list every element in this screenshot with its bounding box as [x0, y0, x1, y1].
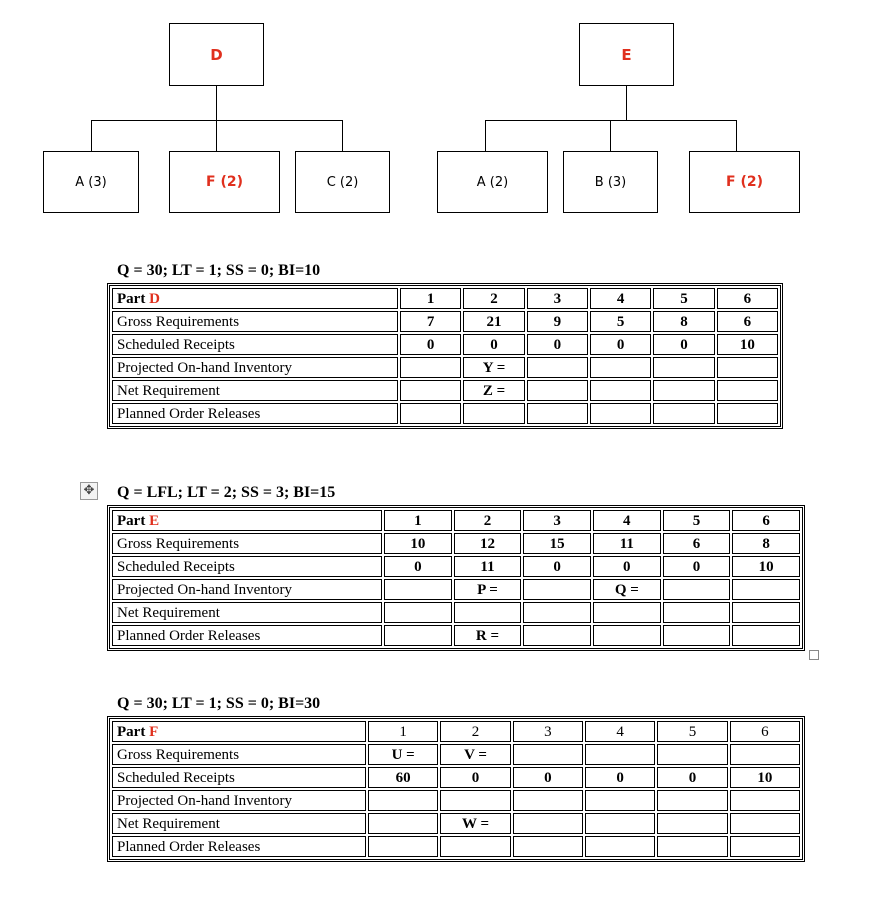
row-label: Scheduled Receipts — [112, 334, 398, 355]
table-d — [107, 283, 783, 429]
table-cell[interactable] — [590, 380, 651, 401]
table-cell[interactable] — [384, 579, 452, 600]
tree-d-child-f: F (2) — [169, 151, 280, 213]
tree-d-bar — [91, 120, 343, 121]
period-header: 5 — [657, 721, 727, 742]
table-cell[interactable] — [585, 836, 655, 857]
row-label: Gross Requirements — [112, 744, 366, 765]
table-cell[interactable] — [663, 579, 731, 600]
tree-e-drop-2 — [610, 120, 611, 151]
table-cell[interactable] — [513, 813, 583, 834]
table-cell[interactable]: 0 — [653, 334, 714, 355]
tree-d-drop-3 — [342, 120, 343, 151]
row-label: Net Requirement — [112, 813, 366, 834]
part-label: Part D — [112, 288, 398, 309]
tree-d-root: D — [169, 23, 264, 86]
table-cell[interactable] — [653, 357, 714, 378]
table-cell[interactable]: Q = — [593, 579, 661, 600]
table-cell[interactable]: 0 — [513, 767, 583, 788]
table-row — [112, 288, 778, 309]
tree-e-child-f: F (2) — [689, 151, 800, 213]
table-cell[interactable] — [368, 813, 438, 834]
table-cell[interactable]: 10 — [717, 334, 778, 355]
table-cell[interactable] — [657, 813, 727, 834]
table-cell[interactable] — [384, 602, 452, 623]
tree-e-child-b: B (3) — [563, 151, 658, 213]
table-cell[interactable] — [653, 380, 714, 401]
table-cell[interactable] — [653, 403, 714, 424]
row-label: Net Requirement — [112, 380, 398, 401]
table-f-caption: Q = 30; LT = 1; SS = 0; BI=30 — [117, 695, 321, 712]
row-label: Planned Order Releases — [112, 836, 366, 857]
tree-d-child-c: C (2) — [295, 151, 390, 213]
table-row — [112, 334, 778, 355]
table-cell[interactable] — [585, 744, 655, 765]
table-row — [112, 510, 800, 531]
table-cell[interactable]: 15 — [523, 533, 591, 554]
table-cell[interactable] — [590, 403, 651, 424]
move-icon[interactable]: ✥ — [80, 482, 98, 500]
table-cell[interactable]: 0 — [463, 334, 524, 355]
table-cell[interactable] — [730, 813, 800, 834]
tree-e-stem — [626, 86, 627, 120]
period-header: 6 — [717, 288, 778, 309]
table-cell[interactable] — [730, 790, 800, 811]
table-cell[interactable]: 0 — [663, 556, 731, 577]
row-label: Projected On-hand Inventory — [112, 357, 398, 378]
table-cell[interactable] — [454, 602, 522, 623]
table-cell[interactable] — [368, 836, 438, 857]
table-cell[interactable]: 10 — [730, 767, 800, 788]
period-header: 4 — [593, 510, 661, 531]
table-f — [107, 716, 805, 862]
tree-d-stem — [216, 86, 217, 120]
table-cell[interactable] — [523, 625, 591, 646]
table-row — [112, 403, 778, 424]
table-cell[interactable] — [440, 790, 510, 811]
tree-d-drop-2 — [216, 120, 217, 151]
table-cell[interactable]: 7 — [400, 311, 461, 332]
table-cell[interactable]: W = — [440, 813, 510, 834]
table-d-caption: Q = 30; LT = 1; SS = 0; BI=10 — [117, 262, 321, 279]
table-cell[interactable]: U = — [368, 744, 438, 765]
period-header: 2 — [440, 721, 510, 742]
table-row — [112, 790, 800, 811]
table-cell[interactable]: R = — [454, 625, 522, 646]
table-cell[interactable]: 0 — [585, 767, 655, 788]
tree-d-child-a: A (3) — [43, 151, 139, 213]
row-label: Planned Order Releases — [112, 625, 382, 646]
table-cell[interactable] — [657, 790, 727, 811]
table-e — [107, 505, 805, 651]
table-cell[interactable]: 10 — [732, 556, 800, 577]
table-cell[interactable]: 60 — [368, 767, 438, 788]
table-row — [112, 357, 778, 378]
row-label: Planned Order Releases — [112, 403, 398, 424]
table-cell[interactable] — [732, 602, 800, 623]
table-cell[interactable] — [513, 836, 583, 857]
period-header: 1 — [368, 721, 438, 742]
table-cell[interactable]: 8 — [653, 311, 714, 332]
row-label: Projected On-hand Inventory — [112, 790, 366, 811]
table-cell[interactable] — [593, 625, 661, 646]
table-cell[interactable]: 0 — [440, 767, 510, 788]
table-cell[interactable] — [384, 625, 452, 646]
table-cell[interactable]: V = — [440, 744, 510, 765]
table-row — [112, 556, 800, 577]
period-header: 4 — [590, 288, 651, 309]
period-header: 2 — [454, 510, 522, 531]
table-cell[interactable] — [590, 357, 651, 378]
table-cell[interactable] — [657, 744, 727, 765]
table-cell[interactable]: Y = — [463, 357, 524, 378]
row-label: Gross Requirements — [112, 533, 382, 554]
resize-icon[interactable] — [809, 650, 819, 660]
table-row — [112, 721, 800, 742]
table-cell[interactable]: 0 — [593, 556, 661, 577]
period-header: 1 — [384, 510, 452, 531]
table-cell[interactable]: 8 — [732, 533, 800, 554]
table-cell[interactable] — [657, 836, 727, 857]
table-cell[interactable]: 11 — [593, 533, 661, 554]
part-label: Part E — [112, 510, 382, 531]
row-label: Gross Requirements — [112, 311, 398, 332]
period-header: 6 — [730, 721, 800, 742]
period-header: 3 — [523, 510, 591, 531]
table-cell[interactable] — [523, 579, 591, 600]
tree-d-drop-1 — [91, 120, 92, 151]
table-cell[interactable]: 6 — [663, 533, 731, 554]
period-header: 6 — [732, 510, 800, 531]
tree-e-drop-1 — [485, 120, 486, 151]
table-cell[interactable] — [400, 357, 461, 378]
table-cell[interactable] — [585, 813, 655, 834]
table-cell[interactable]: 0 — [523, 556, 591, 577]
table-cell[interactable] — [663, 625, 731, 646]
period-header: 5 — [663, 510, 731, 531]
table-cell[interactable]: 11 — [454, 556, 522, 577]
table-cell[interactable] — [368, 790, 438, 811]
period-header: 5 — [653, 288, 714, 309]
table-cell[interactable] — [400, 380, 461, 401]
table-row — [112, 533, 800, 554]
table-cell[interactable]: 5 — [590, 311, 651, 332]
table-cell[interactable] — [527, 380, 588, 401]
table-cell[interactable] — [440, 836, 510, 857]
table-cell[interactable]: 0 — [400, 334, 461, 355]
row-label: Scheduled Receipts — [112, 556, 382, 577]
period-header: 3 — [527, 288, 588, 309]
table-cell[interactable] — [717, 380, 778, 401]
table-cell[interactable] — [717, 403, 778, 424]
period-header: 3 — [513, 721, 583, 742]
table-row — [112, 813, 800, 834]
table-row — [112, 579, 800, 600]
table-cell[interactable] — [585, 790, 655, 811]
row-label: Scheduled Receipts — [112, 767, 366, 788]
table-cell[interactable] — [527, 403, 588, 424]
table-cell[interactable]: P = — [454, 579, 522, 600]
table-cell[interactable]: 0 — [384, 556, 452, 577]
row-label: Projected On-hand Inventory — [112, 579, 382, 600]
table-row — [112, 836, 800, 857]
table-cell[interactable]: 9 — [527, 311, 588, 332]
table-cell[interactable]: 0 — [657, 767, 727, 788]
table-cell[interactable]: 0 — [590, 334, 651, 355]
table-cell[interactable] — [400, 403, 461, 424]
table-cell[interactable] — [730, 836, 800, 857]
table-cell[interactable] — [463, 403, 524, 424]
tree-e-drop-3 — [736, 120, 737, 151]
period-header: 2 — [463, 288, 524, 309]
table-cell[interactable]: Z = — [463, 380, 524, 401]
table-cell[interactable]: 10 — [384, 533, 452, 554]
table-cell[interactable] — [513, 744, 583, 765]
table-cell[interactable] — [717, 357, 778, 378]
table-cell[interactable] — [730, 744, 800, 765]
table-cell[interactable] — [593, 602, 661, 623]
table-cell[interactable] — [663, 602, 731, 623]
period-header: 4 — [585, 721, 655, 742]
table-cell[interactable]: 21 — [463, 311, 524, 332]
table-row — [112, 625, 800, 646]
table-cell[interactable] — [732, 625, 800, 646]
table-cell[interactable]: 6 — [717, 311, 778, 332]
tree-e-bar — [485, 120, 737, 121]
table-e-caption: Q = LFL; LT = 2; SS = 3; BI=15 — [117, 484, 336, 501]
row-label: Net Requirement — [112, 602, 382, 623]
table-cell[interactable] — [527, 357, 588, 378]
period-header: 1 — [400, 288, 461, 309]
table-cell[interactable]: 12 — [454, 533, 522, 554]
tree-e-root: E — [579, 23, 674, 86]
table-row — [112, 602, 800, 623]
table-row — [112, 767, 800, 788]
table-row — [112, 311, 778, 332]
table-row — [112, 744, 800, 765]
table-cell[interactable]: 0 — [527, 334, 588, 355]
part-label: Part F — [112, 721, 366, 742]
table-cell[interactable] — [732, 579, 800, 600]
table-row — [112, 380, 778, 401]
table-cell[interactable] — [523, 602, 591, 623]
tree-e-child-a: A (2) — [437, 151, 548, 213]
table-cell[interactable] — [513, 790, 583, 811]
